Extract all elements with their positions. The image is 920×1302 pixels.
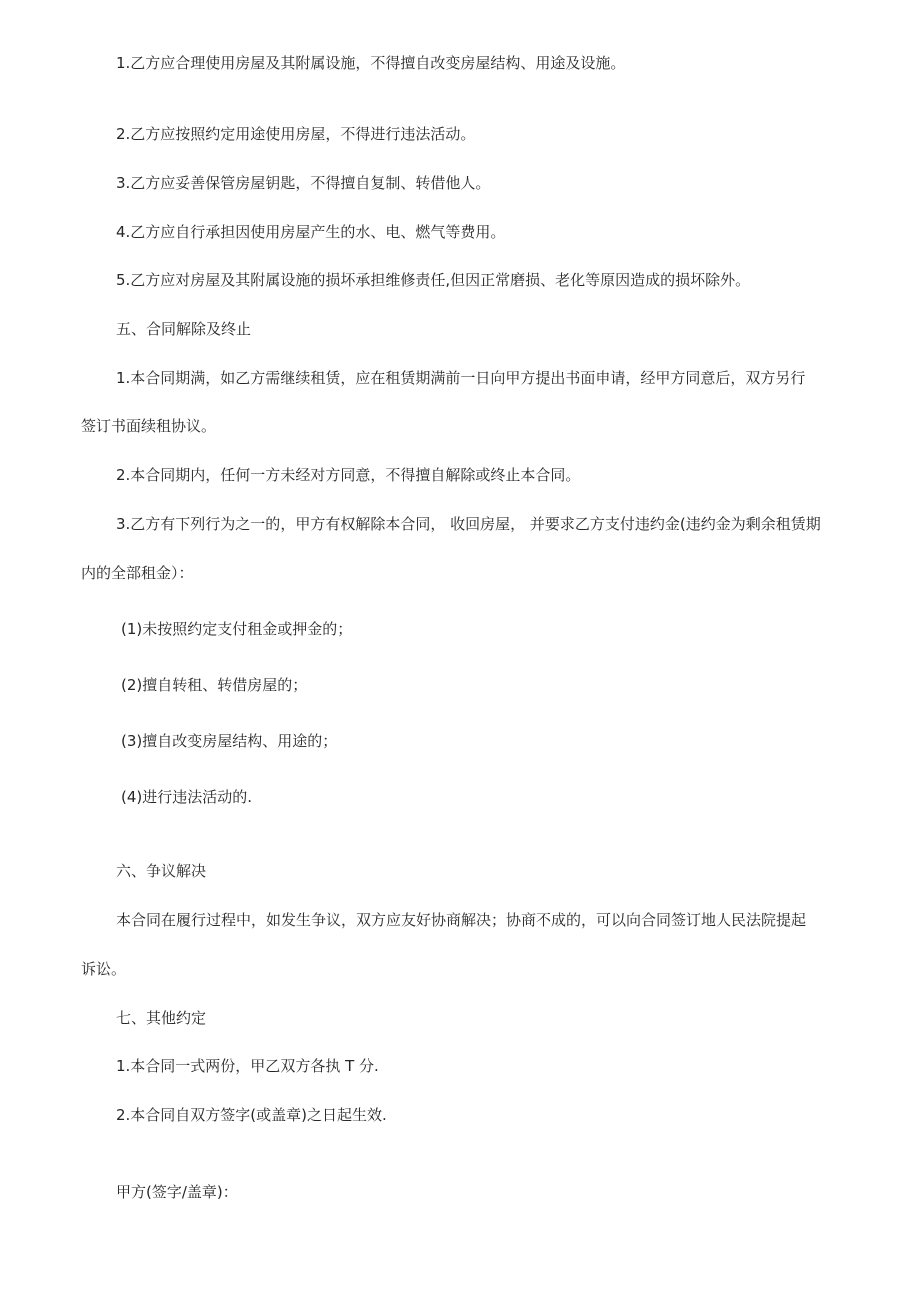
- termination-subitem-2: (2)擅自转租、转借房屋的；: [121, 676, 308, 694]
- termination-item-1-line-2: 签订书面续租协议。: [81, 417, 217, 435]
- signature-party-a: 甲方(签字/盖章)：: [116, 1183, 238, 1201]
- dispute-text-line-2: 诉讼。: [81, 960, 127, 978]
- obligation-item-4: 4.乙方应自行承担因使用房屋产生的水、电、燃气等费用。: [116, 223, 506, 241]
- dispute-text-line-1: 本合同在履行过程中，如发生争议，双方应友好协商解决；协商不成的，可以向合同签订地人民法院提起: [116, 911, 807, 929]
- other-item-2: 2.本合同自双方签字(或盖章)之日起生效.: [116, 1106, 387, 1124]
- obligation-item-2: 2.乙方应按照约定用途使用房屋，不得进行违法活动。: [116, 125, 476, 143]
- section-heading-other: 七、其他约定: [116, 1009, 207, 1027]
- section-heading-termination: 五、合同解除及终止: [116, 320, 252, 338]
- termination-item-3-line-1: 3.乙方有下列行为之一的，甲方有权解除本合同， 收回房屋， 并要求乙方支付违约金(违约金为剩余租赁期: [116, 515, 821, 533]
- termination-item-1-line-1: 1.本合同期满，如乙方需继续租赁，应在租赁期满前一日向甲方提出书面申请，经甲方同意后，双方另行: [116, 369, 806, 387]
- section-heading-dispute: 六、争议解决: [116, 862, 207, 880]
- termination-item-2: 2.本合同期内，任何一方未经对方同意，不得擅自解除或终止本合同。: [116, 466, 581, 484]
- termination-subitem-3: (3)擅自改变房屋结构、用途的；: [121, 732, 338, 750]
- obligation-item-3: 3.乙方应妥善保管房屋钥匙，不得擅自复制、转借他人。: [116, 174, 491, 192]
- obligation-item-1: 1.乙方应合理使用房屋及其附属设施，不得擅自改变房屋结构、用途及设施。: [116, 54, 626, 72]
- other-item-1: 1.本合同一式两份，甲乙双方各执 T 分.: [116, 1057, 379, 1075]
- obligation-item-5: 5.乙方应对房屋及其附属设施的损坏承担维修责任,但因正常磨损、老化等原因造成的损坏除外。: [116, 271, 751, 289]
- termination-item-3-line-2: 内的全部租金）：: [81, 564, 194, 582]
- termination-subitem-4: (4)进行违法活动的.: [121, 788, 253, 806]
- termination-subitem-1: (1)未按照约定支付租金或押金的；: [121, 620, 353, 638]
